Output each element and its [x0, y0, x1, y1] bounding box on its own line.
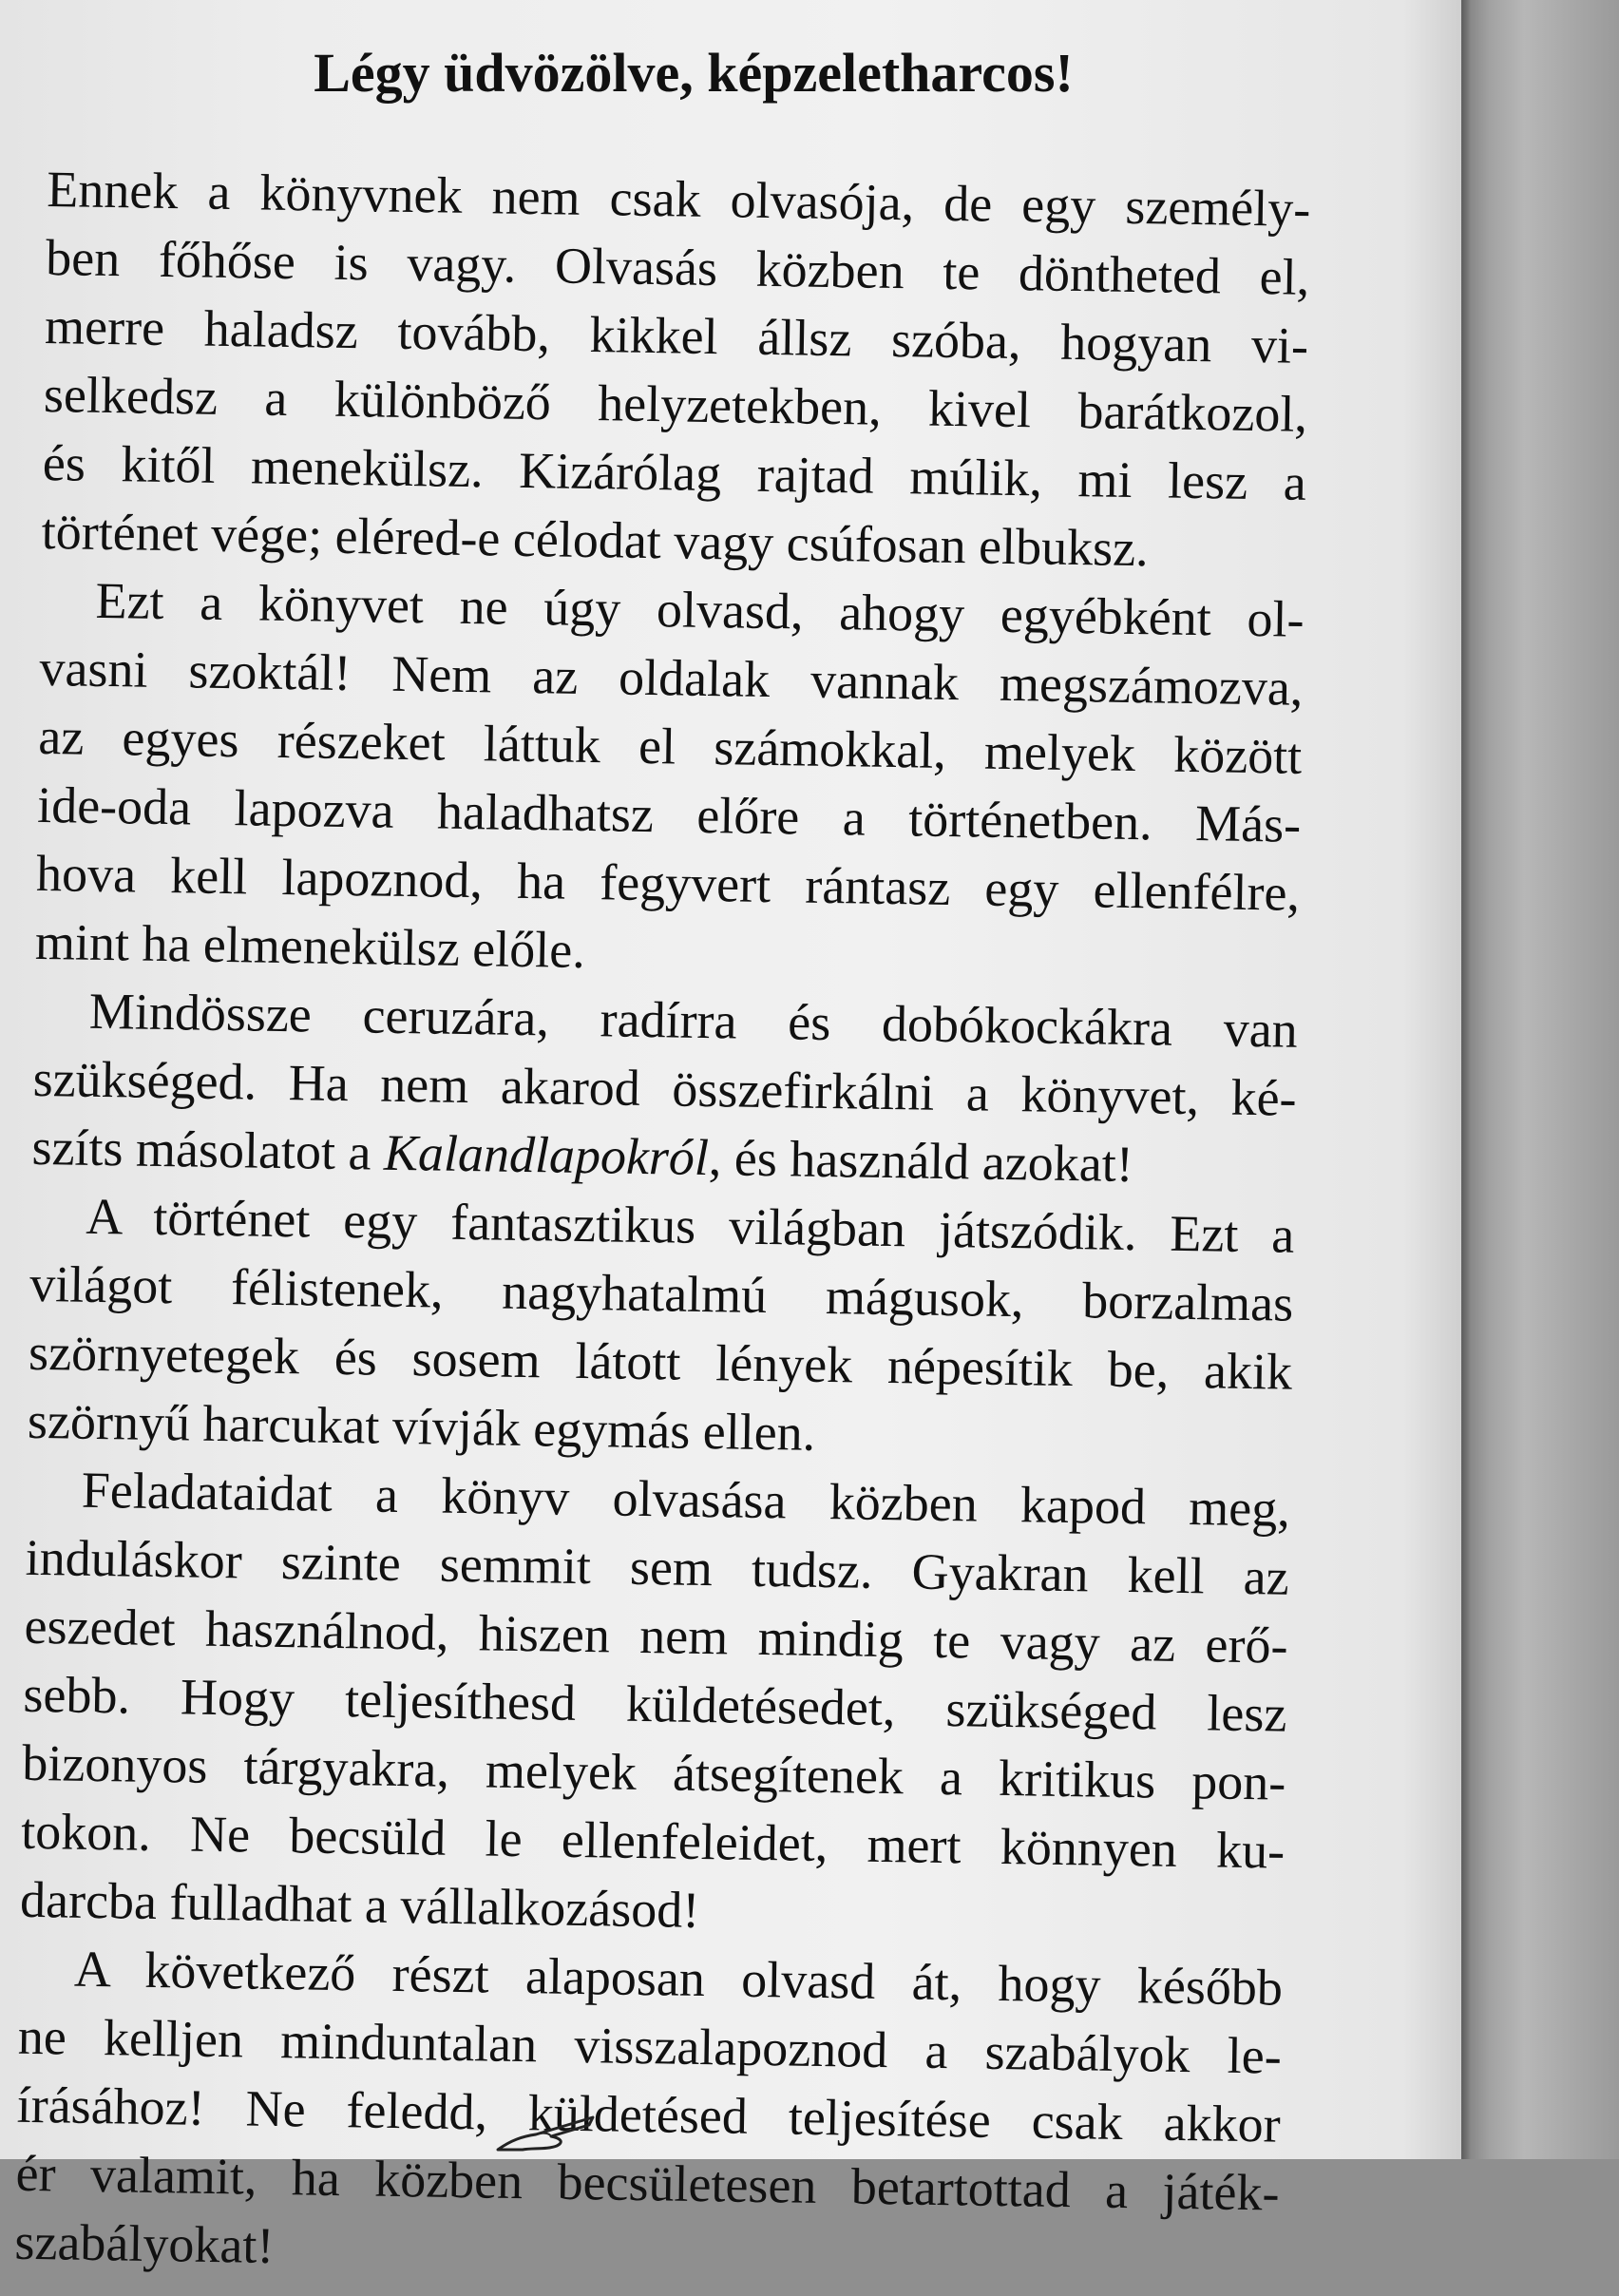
text-segment: írásához! Ne feledd, küldetésed teljesítése csak akkor: [16, 2076, 1282, 2153]
paragraph: [20, 1455, 1291, 1954]
text-segment: selkedsz a különböző helyzetekben, kivel barátkozol,: [43, 365, 1308, 443]
text-segment: Feladataidat a könyv olvasása közben kapod meg,: [81, 1461, 1291, 1538]
text-segment: ér valamit, ha közben becsületesen betartottad a játék-: [15, 2144, 1280, 2222]
paragraph: [14, 1934, 1283, 2296]
text-segment: világot félistenek, nagyhatalmú mágusok, borzalmas: [29, 1254, 1294, 1332]
text-segment: tokon. Ne becsüld le ellenfeleidet, mert könnyen ku-: [20, 1802, 1286, 1880]
text-segment: Mindössze ceruzára, radírra és dobókockákra van: [88, 982, 1299, 1059]
text-segment: az egyes részeket láttuk el számokkal, melyek között: [37, 707, 1303, 785]
text-segment: és kitől menekülsz. Kizárólag rajtad múlik, mi lesz a: [42, 433, 1307, 511]
text-segment: , és használd azokat!: [708, 1129, 1134, 1194]
paragraph: [34, 565, 1305, 996]
text-segment: A következő részt alaposan olvasd át, hogy később: [73, 1940, 1284, 2017]
text-segment: szörnyetegek és sosem látott lények népesítik be, akik: [28, 1323, 1293, 1401]
italic-term: Kalandlapokról: [383, 1123, 710, 1187]
text-segment: A történet egy fantasztikus világban játszódik. Ezt a: [85, 1187, 1295, 1264]
text-segment: ide-oda lapozva haladhatsz előre a történetben. Más-: [36, 775, 1302, 853]
paragraph: [31, 976, 1298, 1201]
text-segment: szörnyű harcukat vívják egymás ellen.: [27, 1391, 816, 1462]
paragraph: [41, 155, 1311, 585]
text-segment: történet vége; eléred-e célodat vagy csúfosan elbuksz.: [41, 502, 1150, 578]
text-segment: Ennek a könyvnek nem csak olvasója, de egy személy-: [46, 160, 1311, 238]
text-segment: mint ha elmenekülsz előle.: [34, 912, 586, 979]
text-segment: merre haladsz tovább, kikkel állsz szóba, hogyan vi-: [44, 297, 1309, 374]
text-segment: szabályokat!: [14, 2212, 275, 2275]
pointing-hand-icon: [494, 2112, 599, 2153]
text-segment: ne kelljen minduntalan visszalapoznod a szabályok le-: [17, 2007, 1283, 2085]
text-segment: ben főhőse is vagy. Olvasás közben te döntheted el,: [45, 228, 1310, 306]
text-segment: Ezt a könyvet ne úgy olvasd, ahogy egyébként ol-: [95, 571, 1305, 648]
gutter-shadow: [1461, 0, 1471, 2159]
text-segment: hova kell lapoznod, ha fegyvert rántasz egy ellenfélre,: [35, 844, 1301, 922]
paragraph: [28, 1181, 1295, 1475]
text-segment: bizonyos tárgyakra, melyek átsegítenek a kritikus pon-: [21, 1733, 1286, 1811]
page-title: Légy üdvözölve, képzeletharcos!: [314, 42, 1074, 104]
text-segment: sebb. Hogy teljesíthesd küldetésedet, szükséged lesz: [23, 1665, 1287, 1743]
text-segment: vasni szoktál! Nem az oldalak vannak megszámozva,: [39, 639, 1304, 717]
text-segment: darcba fulladhat a vállalkozásod!: [19, 1870, 700, 1940]
page-edge: [1461, 0, 1619, 2159]
text-segment: szükséged. Ha nem akarod összefirkálni a könyvet, ké-: [32, 1049, 1298, 1127]
text-segment: eszedet használnod, hiszen nem mindig te vagy az erő-: [24, 1597, 1288, 1674]
text-segment: szíts másolatot a: [31, 1118, 385, 1181]
body-text: [14, 155, 1311, 2296]
text-segment: induláskor szinte semmit sem tudsz. Gyakran kell az: [25, 1528, 1290, 1606]
